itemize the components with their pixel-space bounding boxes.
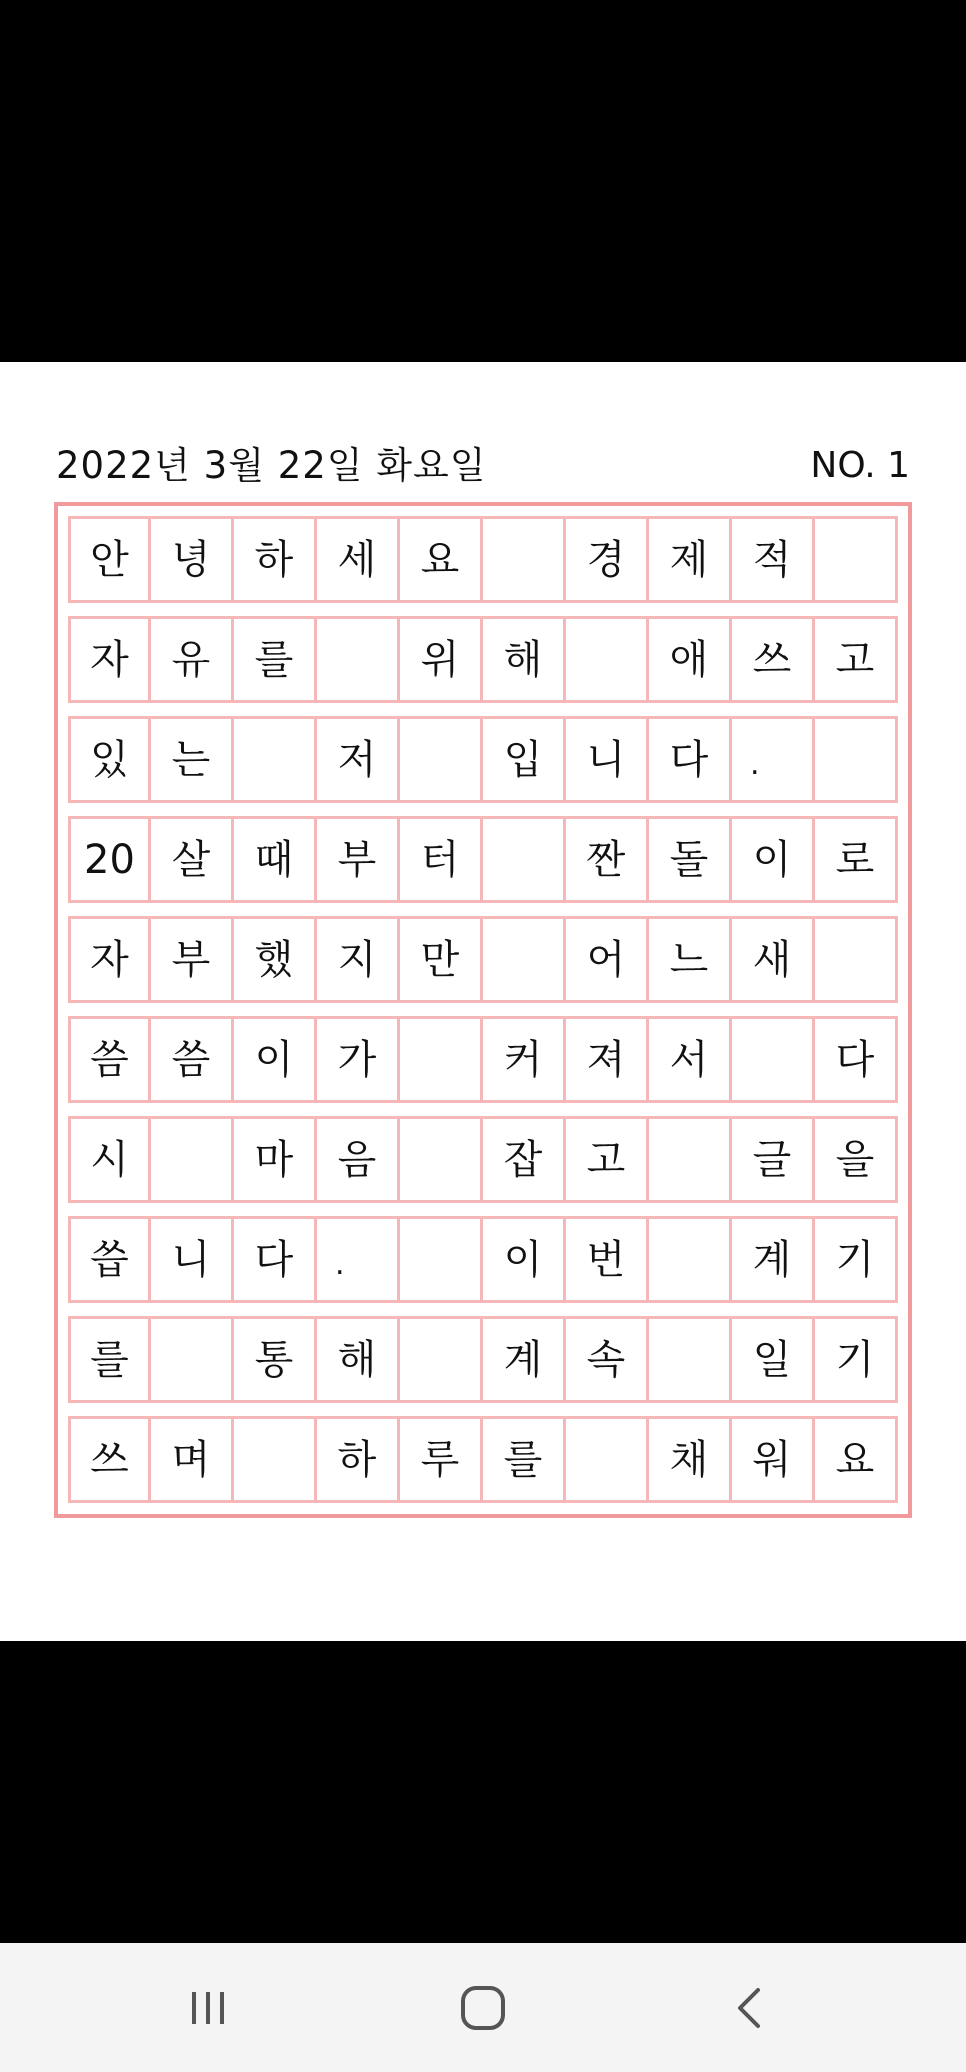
grid-cell: 음 xyxy=(317,1119,400,1200)
manuscript-grid-frame xyxy=(54,502,912,1518)
grid-cell: 니 xyxy=(566,719,649,800)
recent-apps-button[interactable] xyxy=(178,1980,238,2036)
grid-cell: 글 xyxy=(732,1119,815,1200)
grid-row xyxy=(68,916,898,1003)
grid-cell: 을 xyxy=(815,1119,898,1200)
back-button[interactable] xyxy=(720,1980,780,2036)
grid-cell: 이 xyxy=(483,1219,566,1300)
grid-cell: 씀 xyxy=(68,1019,151,1100)
grid-cell xyxy=(151,1119,234,1200)
grid-cell: 가 xyxy=(317,1019,400,1100)
grid-row xyxy=(68,1116,898,1203)
grid-cell: 로 xyxy=(815,819,898,900)
grid-cell: 위 xyxy=(400,619,483,700)
manuscript-grid xyxy=(68,516,898,1504)
grid-cell: 새 xyxy=(732,919,815,1000)
grid-cell: 이 xyxy=(234,1019,317,1100)
grid-cell xyxy=(566,1419,649,1500)
grid-cell: 루 xyxy=(400,1419,483,1500)
grid-cell: 애 xyxy=(649,619,732,700)
grid-cell xyxy=(234,1419,317,1500)
grid-cell: . xyxy=(732,719,815,800)
grid-cell: 지 xyxy=(317,919,400,1000)
grid-cell xyxy=(649,1219,732,1300)
grid-cell: 커 xyxy=(483,1019,566,1100)
grid-cell: 이 xyxy=(732,819,815,900)
grid-cell: 자 xyxy=(68,919,151,1000)
grid-cell: 씀 xyxy=(151,1019,234,1100)
grid-cell: 안 xyxy=(68,519,151,600)
grid-row xyxy=(68,1016,898,1103)
grid-cell xyxy=(566,619,649,700)
grid-cell: 있 xyxy=(68,719,151,800)
grid-cell xyxy=(400,1319,483,1400)
grid-cell: 녕 xyxy=(151,519,234,600)
grid-cell: 살 xyxy=(151,819,234,900)
grid-cell: 쓰 xyxy=(732,619,815,700)
grid-cell: 때 xyxy=(234,819,317,900)
grid-cell xyxy=(815,719,898,800)
grid-cell xyxy=(400,1119,483,1200)
grid-cell xyxy=(317,619,400,700)
grid-cell xyxy=(400,1019,483,1100)
grid-cell: 다 xyxy=(815,1019,898,1100)
grid-cell: 부 xyxy=(317,819,400,900)
grid-cell: 짠 xyxy=(566,819,649,900)
grid-cell: 마 xyxy=(234,1119,317,1200)
grid-cell: 적 xyxy=(732,519,815,600)
grid-cell: 느 xyxy=(649,919,732,1000)
grid-row xyxy=(68,1316,898,1403)
grid-cell: 며 xyxy=(151,1419,234,1500)
grid-cell: 하 xyxy=(317,1419,400,1500)
grid-cell: 기 xyxy=(815,1319,898,1400)
grid-cell: 터 xyxy=(400,819,483,900)
grid-cell xyxy=(732,1019,815,1100)
grid-cell: 부 xyxy=(151,919,234,1000)
grid-cell: 고 xyxy=(566,1119,649,1200)
grid-cell: 쓰 xyxy=(68,1419,151,1500)
grid-cell: 했 xyxy=(234,919,317,1000)
back-icon xyxy=(728,1984,772,2032)
grid-cell: 속 xyxy=(566,1319,649,1400)
grid-cell: 입 xyxy=(483,719,566,800)
grid-cell: 서 xyxy=(649,1019,732,1100)
page-number: NO. 1 xyxy=(810,445,910,486)
grid-cell xyxy=(483,519,566,600)
grid-cell: 요 xyxy=(400,519,483,600)
grid-cell: 니 xyxy=(151,1219,234,1300)
grid-cell: 하 xyxy=(234,519,317,600)
grid-cell: 져 xyxy=(566,1019,649,1100)
grid-cell xyxy=(234,719,317,800)
grid-cell: 경 xyxy=(566,519,649,600)
home-button[interactable] xyxy=(453,1980,513,2036)
grid-cell: 를 xyxy=(483,1419,566,1500)
grid-cell: 를 xyxy=(234,619,317,700)
grid-cell: 다 xyxy=(234,1219,317,1300)
grid-cell: 일 xyxy=(732,1319,815,1400)
grid-cell: 해 xyxy=(317,1319,400,1400)
grid-cell xyxy=(483,819,566,900)
grid-cell: 유 xyxy=(151,619,234,700)
grid-cell: 돌 xyxy=(649,819,732,900)
grid-cell: 어 xyxy=(566,919,649,1000)
grid-row xyxy=(68,716,898,803)
grid-cell xyxy=(815,519,898,600)
grid-cell xyxy=(649,1319,732,1400)
grid-cell: 20 xyxy=(68,819,151,900)
grid-cell: 계 xyxy=(483,1319,566,1400)
grid-cell: 번 xyxy=(566,1219,649,1300)
grid-cell: 워 xyxy=(732,1419,815,1500)
grid-cell: 계 xyxy=(732,1219,815,1300)
grid-cell: 해 xyxy=(483,619,566,700)
top-letterbox xyxy=(0,0,966,362)
grid-cell: 고 xyxy=(815,619,898,700)
grid-cell: 세 xyxy=(317,519,400,600)
grid-cell: 통 xyxy=(234,1319,317,1400)
grid-cell xyxy=(400,719,483,800)
grid-cell: 자 xyxy=(68,619,151,700)
grid-row xyxy=(68,816,898,903)
diary-date: 2022년 3월 22일 화요일 xyxy=(56,444,487,487)
grid-row xyxy=(68,616,898,703)
grid-cell: 시 xyxy=(68,1119,151,1200)
grid-cell xyxy=(151,1319,234,1400)
grid-cell xyxy=(649,1119,732,1200)
grid-cell: 는 xyxy=(151,719,234,800)
grid-cell xyxy=(400,1219,483,1300)
grid-cell: 채 xyxy=(649,1419,732,1500)
grid-cell: 잡 xyxy=(483,1119,566,1200)
grid-cell xyxy=(483,919,566,1000)
grid-cell: 씁 xyxy=(68,1219,151,1300)
recent-apps-icon xyxy=(186,1986,230,2030)
grid-cell: 를 xyxy=(68,1319,151,1400)
grid-cell xyxy=(815,919,898,1000)
grid-row xyxy=(68,516,898,603)
grid-row xyxy=(68,1416,898,1503)
grid-cell: 기 xyxy=(815,1219,898,1300)
grid-cell: 요 xyxy=(815,1419,898,1500)
grid-row xyxy=(68,1216,898,1303)
grid-cell: 다 xyxy=(649,719,732,800)
grid-cell: 저 xyxy=(317,719,400,800)
grid-cell: 제 xyxy=(649,519,732,600)
grid-cell: 만 xyxy=(400,919,483,1000)
home-icon xyxy=(459,1984,507,2032)
bottom-letterbox xyxy=(0,1641,966,1943)
grid-cell: . xyxy=(317,1219,400,1300)
